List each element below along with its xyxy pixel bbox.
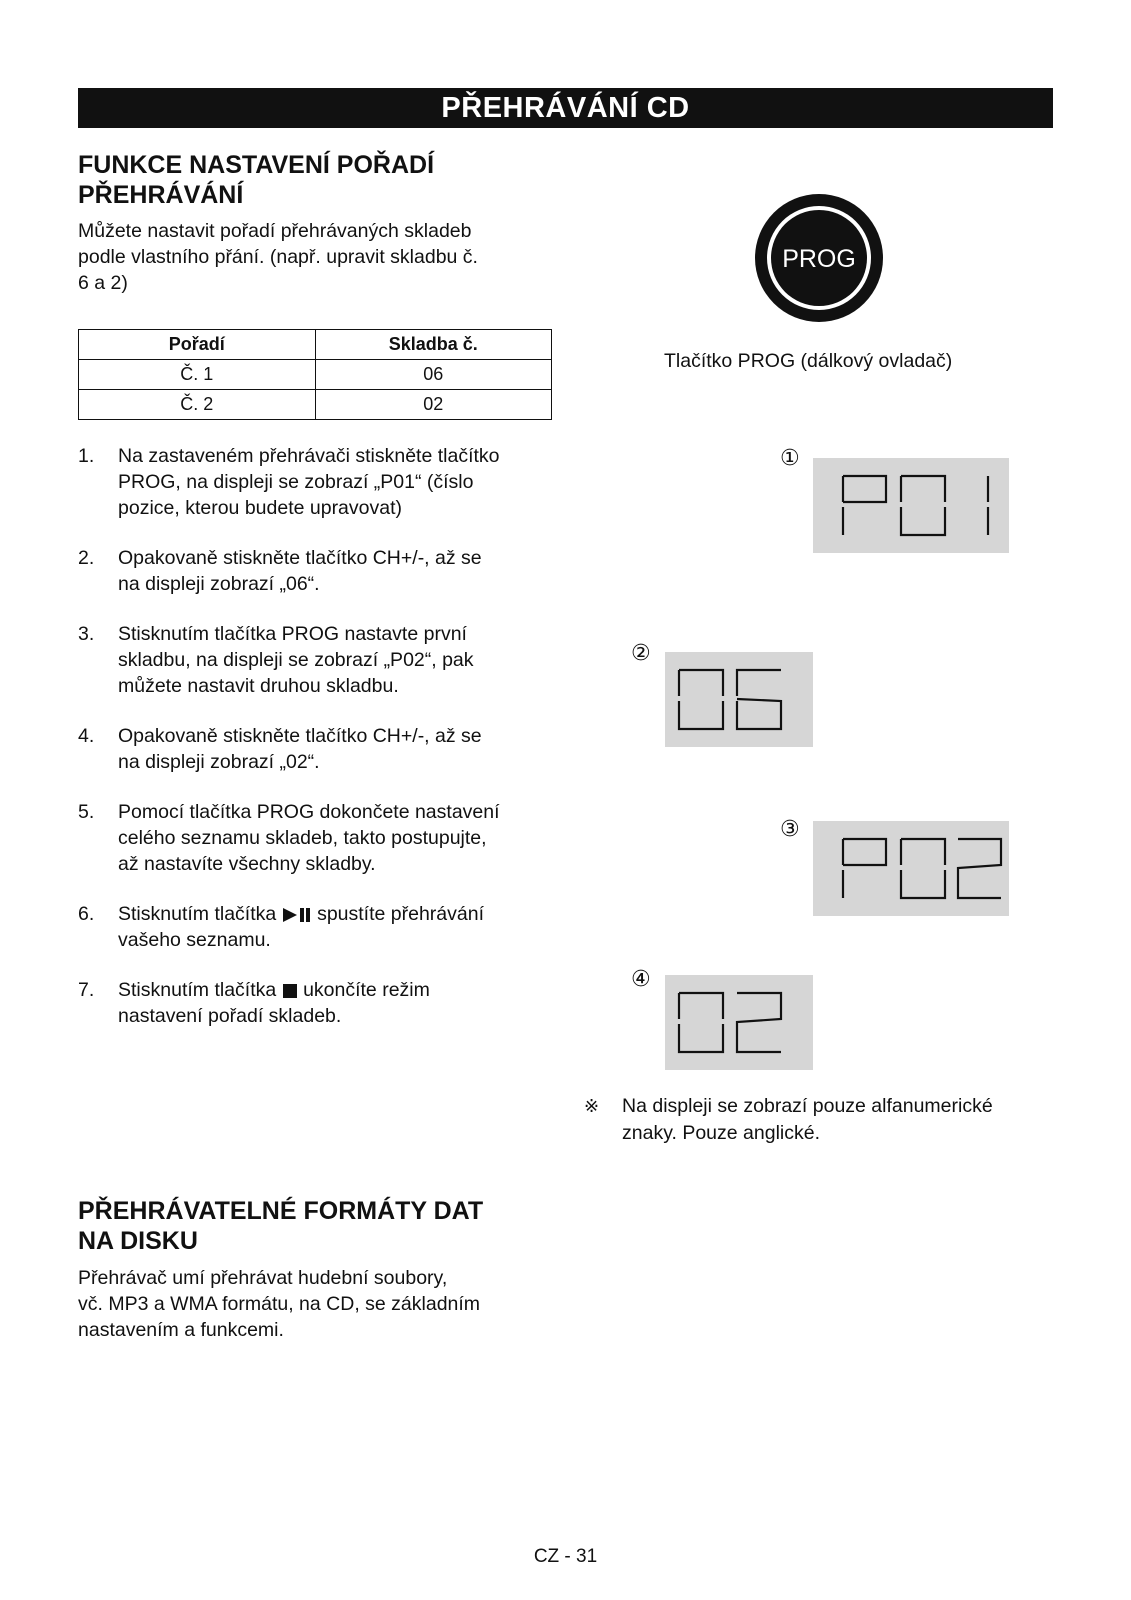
paragraph-line: nastavením a funkcemi. bbox=[78, 1319, 284, 1341]
step-line: Stisknutím tlačítka PROG nastavte první bbox=[118, 623, 467, 645]
table-cell: 02 bbox=[315, 390, 552, 420]
page-number: CZ - 31 bbox=[533, 1546, 598, 1567]
table-cell: 06 bbox=[315, 360, 552, 390]
step-item bbox=[78, 977, 558, 1029]
heading-line: PŘEHRÁVATELNÉ FORMÁTY DAT bbox=[78, 1197, 484, 1225]
display-value: 02 bbox=[665, 975, 667, 976]
stop-icon bbox=[282, 983, 298, 999]
step-line bbox=[118, 901, 558, 927]
heading-line: FUNKCE NASTAVENÍ POŘADÍ bbox=[78, 151, 435, 179]
program-order-table bbox=[78, 329, 552, 420]
step-item bbox=[78, 621, 558, 699]
instruction-steps bbox=[78, 443, 558, 1029]
step-number: 2. bbox=[78, 547, 95, 569]
display-marker-1: ① bbox=[780, 446, 800, 471]
step-item bbox=[78, 723, 558, 775]
note-line: znaky. Pouze anglické. bbox=[622, 1122, 820, 1144]
step-line: na displeji zobrazí „06“. bbox=[118, 573, 320, 595]
heading-line: NA DISKU bbox=[78, 1227, 198, 1255]
table-cell: Č. 2 bbox=[79, 390, 316, 420]
section-heading-formats bbox=[78, 1196, 483, 1256]
step-item bbox=[78, 799, 558, 877]
lcd-display-p02 bbox=[813, 821, 1009, 916]
step-line: můžete nastavit druhou skladbu. bbox=[118, 675, 399, 697]
display-value: 06 bbox=[665, 652, 667, 653]
step-item bbox=[78, 901, 558, 953]
step-number: 4. bbox=[78, 725, 95, 747]
note-line: Na displeji se zobrazí pouze alfanumerické bbox=[622, 1095, 993, 1117]
column-header-track: Skladba č. bbox=[315, 330, 552, 360]
step-line: Opakovaně stiskněte tlačítko CH+/-, až se bbox=[118, 725, 482, 747]
step-line: skladbu, na displeji se zobrazí „P02“, pak bbox=[118, 649, 474, 671]
table-header-row bbox=[79, 330, 552, 360]
step-number: 6. bbox=[78, 903, 95, 925]
prog-button-label: PROG bbox=[782, 245, 856, 273]
table-cell: Č. 1 bbox=[79, 360, 316, 390]
step-number: 3. bbox=[78, 623, 95, 645]
step-line: až nastavíte všechny skladby. bbox=[118, 853, 376, 875]
paragraph-line: 6 a 2) bbox=[78, 272, 128, 294]
prog-button-caption: Tlačítko PROG (dálkový ovladač) bbox=[664, 350, 953, 372]
column-header-order: Pořadí bbox=[79, 330, 316, 360]
lcd-display-02 bbox=[665, 975, 813, 1070]
display-note bbox=[584, 1093, 1054, 1147]
paragraph-line: podle vlastního přání. (např. upravit skladbu č. bbox=[78, 246, 478, 268]
table-row bbox=[79, 390, 552, 420]
step-line: nastavení pořadí skladeb. bbox=[118, 1005, 342, 1027]
table-row bbox=[79, 360, 552, 390]
step-line: pozice, kterou budete upravovat) bbox=[118, 497, 403, 519]
paragraph-line: vč. MP3 a WMA formátu, na CD, se základním bbox=[78, 1293, 481, 1315]
step-line: Na zastaveném přehrávači stiskněte tlačítko bbox=[118, 445, 500, 467]
reference-mark-icon: ※ bbox=[584, 1096, 600, 1117]
step-number: 1. bbox=[78, 445, 95, 467]
step-item bbox=[78, 545, 558, 597]
step-text: ukončíte režim bbox=[303, 979, 430, 1001]
prog-remote-button bbox=[754, 193, 884, 323]
step-number: 5. bbox=[78, 801, 95, 823]
display-marker-2: ② bbox=[631, 641, 651, 666]
lcd-display-06 bbox=[665, 652, 813, 747]
display-value: P02 bbox=[813, 821, 815, 822]
step-line: Opakovaně stiskněte tlačítko CH+/-, až se bbox=[118, 547, 482, 569]
intro-paragraph bbox=[78, 218, 478, 296]
display-marker-3: ③ bbox=[780, 817, 800, 842]
step-item bbox=[78, 443, 558, 521]
step-line: na displeji zobrazí „02“. bbox=[118, 751, 320, 773]
step-number: 7. bbox=[78, 979, 95, 1001]
step-text: spustíte přehrávání bbox=[317, 903, 484, 925]
heading-line: PŘEHRÁVÁNÍ bbox=[78, 181, 244, 209]
step-text: Stisknutím tlačítka bbox=[118, 979, 277, 1001]
paragraph-line: Můžete nastavit pořadí přehrávaných skladeb bbox=[78, 220, 472, 242]
play-pause-icon bbox=[282, 907, 312, 923]
step-line: celého seznamu skladeb, takto postupujte, bbox=[118, 827, 487, 849]
section-heading-program bbox=[78, 150, 434, 210]
paragraph-line: Přehrávač umí přehrávat hudební soubory, bbox=[78, 1267, 448, 1289]
step-text: Stisknutím tlačítka bbox=[118, 903, 277, 925]
step-line bbox=[118, 977, 558, 1003]
step-line: vašeho seznamu. bbox=[118, 929, 271, 951]
step-line: PROG, na displeji se zobrazí „P01“ (číslo bbox=[118, 471, 474, 493]
lcd-display-p01 bbox=[813, 458, 1009, 553]
display-marker-4: ④ bbox=[631, 967, 651, 992]
display-value: P01 bbox=[813, 458, 815, 459]
page-banner: PŘEHRÁVÁNÍ CD bbox=[78, 88, 1053, 128]
formats-paragraph bbox=[78, 1265, 480, 1343]
step-line: Pomocí tlačítka PROG dokončete nastavení bbox=[118, 801, 500, 823]
